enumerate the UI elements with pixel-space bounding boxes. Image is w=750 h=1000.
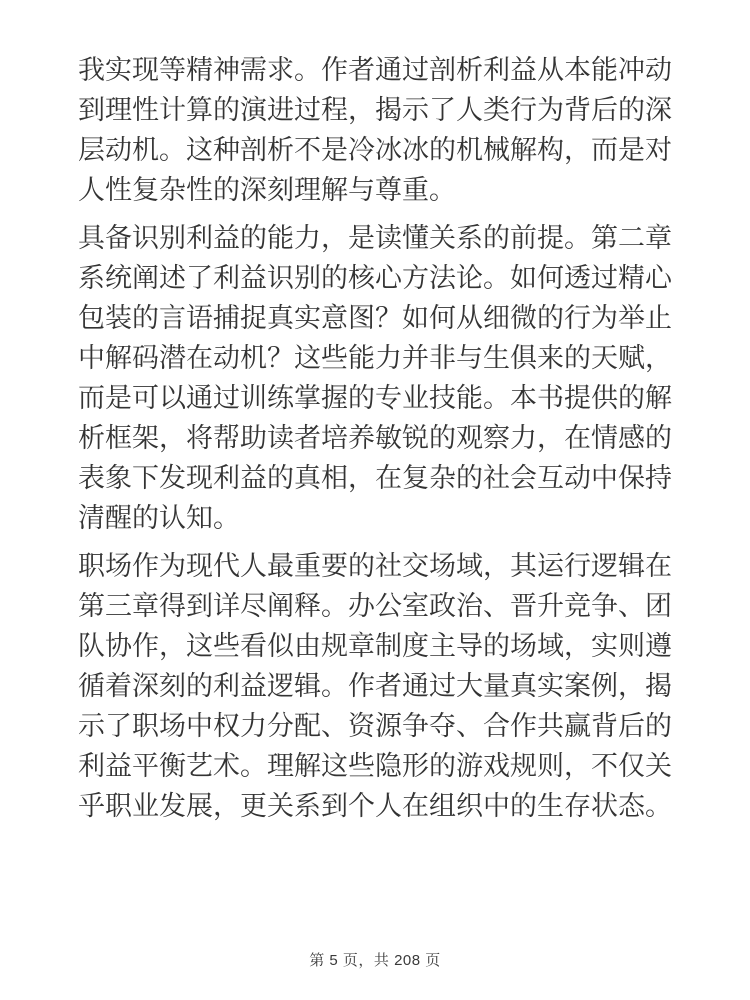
paragraph: 我实现等精神需求。作者通过剖析利益从本能冲动到理性计算的演进过程，揭示了人类行为背后的深层动机。这种剖析不是冷冰冰的机械解构，而是对人性复杂性的深刻理解与尊重。	[78, 55, 672, 205]
paragraph: 职场作为现代人最重要的社交场域，其运行逻辑在第三章得到详尽阐释。办公室政治、晋升竞争、团队协作，这些看似由规章制度主导的场域，实则遵循着深刻的利益逻辑。作者通过大量真实案例，揭示了职场中权力分配、资源争夺、合作共赢背后的利益平衡艺术。理解这些隐形的游戏规则，不仅关乎职业发展，更关系到个人在组织中的生存状态。	[78, 551, 672, 821]
paragraph: 具备识别利益的能力，是读懂关系的前提。第二章系统阐述了利益识别的核心方法论。如何透过精心包装的言语捕捉真实意图？如何从细微的行为举止中解码潜在动机？这些能力并非与生俱来的天赋，而是可以通过训练掌握的专业技能。本书提供的解析框架，将帮助读者培养敏锐的观察力，在情感的表象下发现利益的真相，在复杂的社会互动中保持清醒的认知。	[78, 223, 672, 533]
page-number-indicator: 第 5 页，共 208 页	[309, 952, 441, 969]
page-footer	[0, 952, 750, 970]
